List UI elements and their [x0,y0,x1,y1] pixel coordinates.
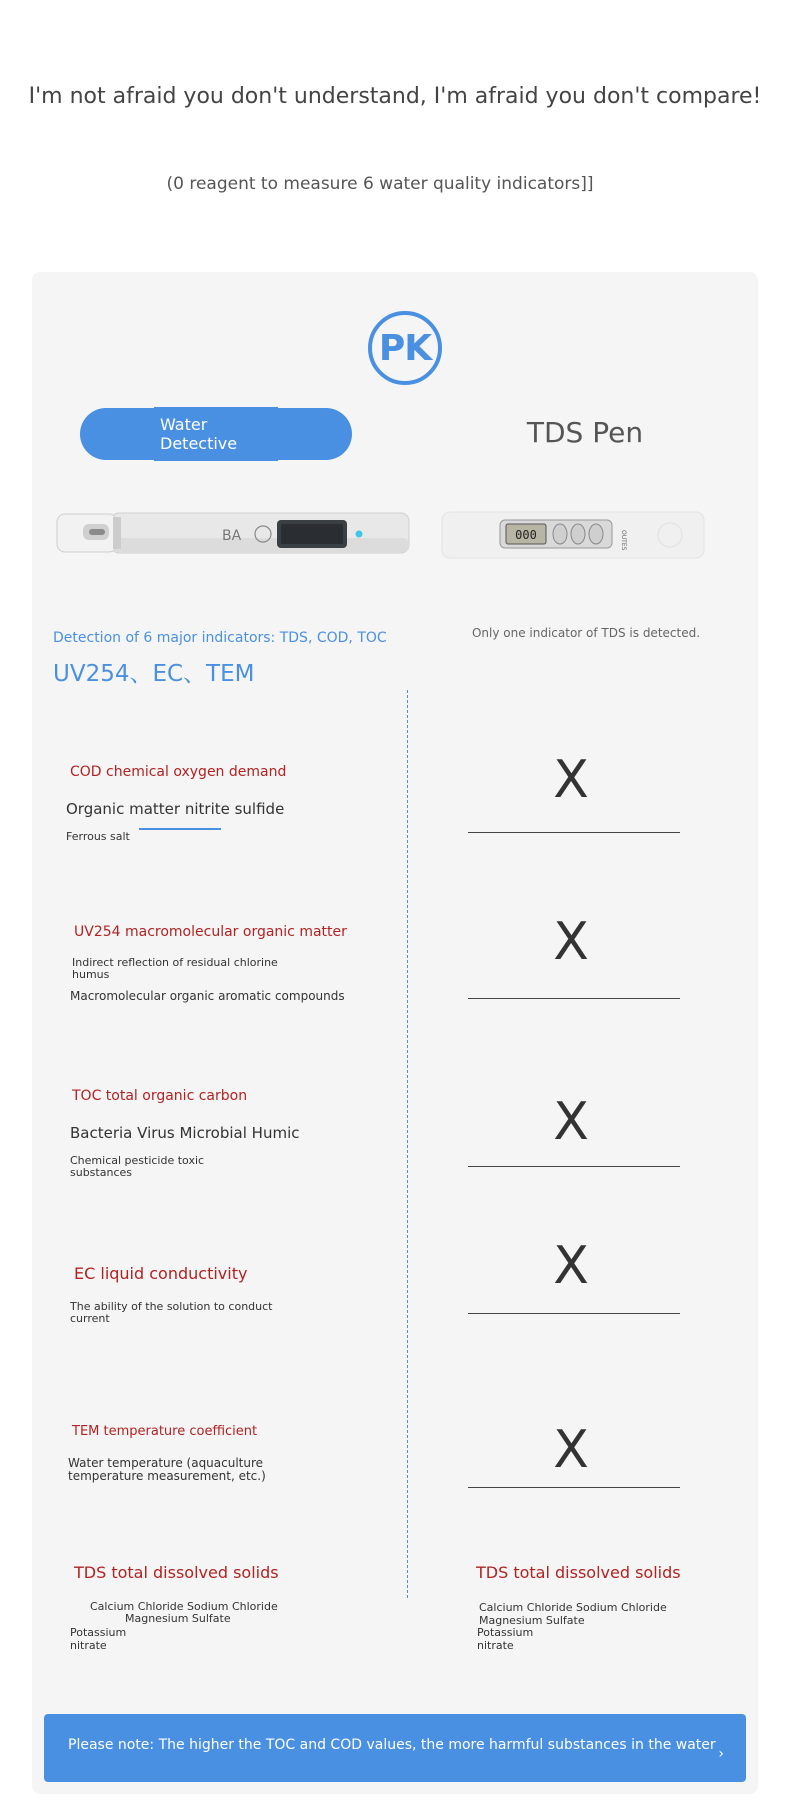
tds-brand: OUTES [620,530,627,551]
tds-title-left: TDS total dissolved solids [74,1563,279,1582]
right-summary: Only one indicator of TDS is detected. [471,626,701,640]
tds-line: Potassium [477,1626,534,1639]
indicator-line: Water temperature (aquaculture [68,1456,264,1470]
indicator-line: Organic matter nitrite sulfide [66,800,285,818]
tds-line: nitrate [70,1639,107,1652]
cross-mark: X [553,1420,589,1480]
indicator-line: current [70,1312,110,1325]
headline: I'm not afraid you don't understand, I'm afraid you don't compare! [28,84,762,109]
tds-line: Magnesium Sulfate [479,1614,585,1627]
left-summary-big: UV254、EC、TEM [53,661,255,687]
tds-title-right: TDS total dissolved solids [476,1563,681,1582]
indicator-line: Macromolecular organic aromatic compounds [70,989,345,1003]
indicator-title: TOC total organic carbon [72,1088,248,1104]
indicator-line: substances [70,1166,132,1179]
indicator-title: UV254 macromolecular organic matter [74,924,347,940]
indicator-line: Indirect reflection of residual chlorine [72,956,278,969]
indicator-line: humus [72,968,110,981]
column-divider [407,690,408,1598]
tds-line: Magnesium Sulfate [125,1612,231,1625]
indicator-title: COD chemical oxygen demand [70,764,287,780]
water-detective-label: Water Detective [154,407,278,461]
indicator-line: Bacteria Virus Microbial Humic [70,1124,300,1142]
tds-line: Potassium [70,1626,127,1639]
indicator-line: Chemical pesticide toxic [70,1154,205,1167]
chevron-right-icon[interactable]: › [718,1746,724,1762]
blue-underline [139,828,221,830]
tds-pen-device [440,508,708,562]
note-text: Please note: The higher the TOC and COD values, the more harmful substances in the water [68,1737,716,1753]
cross-underline [468,998,680,999]
indicator-line: The ability of the solution to conduct [70,1300,273,1313]
device-label: BA [222,528,242,544]
indicator-line: temperature measurement, etc.) [68,1469,266,1483]
pk-badge: PK [368,311,442,385]
cross-mark: X [553,750,589,810]
tds-display: 000 [515,528,537,542]
cross-underline [468,1487,680,1488]
tds-line: Calcium Chloride Sodium Chloride [90,1600,278,1613]
cross-mark: X [553,1092,589,1152]
indicator-title: EC liquid conductivity [74,1264,248,1283]
cross-mark: X [553,1236,589,1296]
tds-pen-title: TDS Pen [526,416,644,449]
indicator-line: Ferrous salt [66,830,130,843]
left-summary-small: Detection of 6 major indicators: TDS, COD, TOC [53,630,387,646]
tds-line: nitrate [477,1639,514,1652]
cross-mark: X [553,912,589,972]
cross-underline [468,832,680,833]
cross-underline [468,1166,680,1167]
tds-line: Calcium Chloride Sodium Chloride [479,1601,667,1614]
note-banner[interactable] [44,1714,746,1782]
cross-underline [468,1313,680,1314]
water-detective-device [55,508,413,558]
indicator-title: TEM temperature coefficient [72,1424,258,1439]
subheadline: (0 reagent to measure 6 water quality indicators]] [166,174,594,194]
